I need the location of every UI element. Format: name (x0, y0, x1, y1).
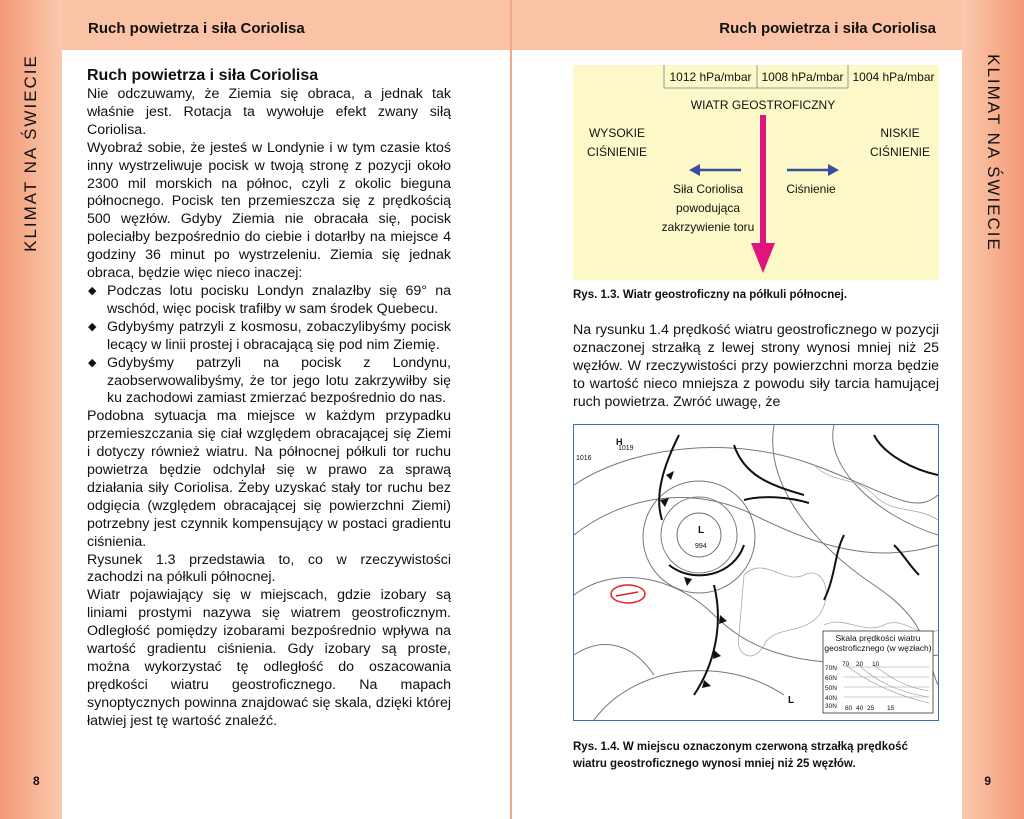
pressure-value: 1016 (576, 455, 592, 462)
isobar-label: 1008 hPa/mbar (761, 70, 844, 84)
front-line (744, 497, 809, 503)
isobar-line (594, 671, 784, 720)
left-running-header: Ruch powietrza i siła Coriolisa (88, 20, 305, 37)
scale-latitude: 50N (825, 685, 837, 692)
isobar-label: 1012 hPa/mbar (669, 70, 752, 84)
pressure-value: 994 (695, 543, 707, 550)
low-pressure-symbol: L (788, 695, 795, 706)
list-item: ◆ Gdybyśmy patrzyli na pocisk z Londynu, zaobserwowalibyśmy, że tor jego lotu zakrzywiłby się ku zachodowi zamiast zmierzać bezpośrednio do nas. (88, 354, 451, 407)
diamond-bullet-icon: ◆ (88, 284, 97, 297)
synoptic-map (573, 424, 939, 721)
list-item: ◆ Podczas lotu pocisku Londyn znalazłby się 69° na wschód, więc pocisk trafiłby w sam środek Quebecu. (88, 282, 451, 317)
right-running-header: Ruch powietrza i siła Coriolisa (719, 20, 936, 37)
scale-bottom-value: 40 (856, 705, 864, 712)
coriolis-arrow-icon (689, 164, 700, 176)
isobar-label: 1004 hPa/mbar (852, 70, 935, 84)
paragraph-4: Rysunek 1.3 przedstawia to, co w rzeczywistości zachodzi na półkuli północnej. (87, 551, 451, 586)
high-pressure-label: WYSOKIE CIŚNIENIE (586, 126, 647, 159)
paragraph-1: Nie odczuwamy, że Ziemia się obraca, a jednak tak właśnie jest. Rotacja ta wywołuje efekt zwany siłą Coriolisa. (87, 86, 451, 138)
red-arrow-icon (616, 592, 638, 596)
right-vertical-title: KLIMAT NA ŚWIECIE (984, 54, 1003, 252)
diamond-bullet-icon: ◆ (88, 356, 97, 369)
pressure-arrow-icon (828, 164, 839, 176)
scale-latitude: 40N (825, 695, 837, 702)
high-pressure-symbol: H (616, 437, 623, 447)
coastline (814, 465, 938, 520)
front-triangle-icon (719, 615, 727, 624)
front-triangle-icon (702, 680, 711, 688)
scale-bottom-value: 15 (887, 705, 895, 712)
paragraph-3: Podobna sytuacja ma miejsce w każdym przypadku przemieszczania się ciał względem obracającej się Ziemi i dotyczy również wiatru. Na północnej półkuli tor ruchu powietrza będzie odchylał się w prawo za sprawą działania siły Coriolisa. Żeby uzyskać stały tor ruchu bez odgięcia (względem obracającej się powierzchni Ziemi) potrzebny jest czynnik kompensujący w postaci gradientu ciśnienia. (87, 408, 451, 550)
pressure-value: 1019 (618, 445, 634, 452)
bullet-list (87, 283, 451, 408)
paragraph-2: Wyobraź sobie, że jesteś w Londynie i w tym czasie ktoś inny wystrzeliwuje pocisk w twoją stronę z pozycji około 2300 mil morskich na północ, czyli z okolic bieguna północnego. Pocisk ten przemieszcza się z prędkością 500 węzłów. Gdyby Ziemia nie obracała się, pocisk poleciałby bezpośrednio do ciebie i dotarłby na miejsce 4 godziny 36 minut po wystrzeleniu. Ziemia się jednak obraca, będzie więc nieco inaczej: (87, 139, 451, 282)
coriolis-force-label: Siła Coriolisa powodująca zakrzywienie toru (661, 182, 755, 234)
front-triangle-icon (713, 650, 721, 659)
isobar-line (574, 645, 654, 675)
scale-top-value: 20 (856, 661, 864, 668)
left-page-number: 8 (33, 774, 40, 788)
pressure-force-label: Ciśnienie (786, 182, 836, 196)
page-gutter (510, 0, 512, 819)
list-item: ◆ Gdybyśmy patrzyli z kosmosu, zobaczylibyśmy pocisk lecący w linii prostej i obracającą się pod nim Ziemię. (88, 318, 451, 353)
left-vertical-title: KLIMAT NA ŚWIECIE (21, 54, 40, 252)
paragraph-5: Wiatr pojawiający się w miejscach, gdzie izobary są liniami prostymi nazywa się wiatrem geostroficznym. Odległość pomiędzy izobarami bezpośrednio wpływa na wartość gradientu ciśnienia. Gdy izobary są proste, można wykorzystać tę odległość do oszacowania prędkości wiatru geostroficznego. Na mapach synoptycznych powinna znajdować się skala, dzięki której łatwiej jest tę wartość znaleźć. (87, 587, 451, 729)
scale-latitude: 70N (825, 665, 837, 672)
right-page-number: 9 (984, 774, 991, 788)
front-triangle-icon (660, 498, 669, 507)
scale-latitude: 30N (825, 703, 837, 710)
figure-1-3-caption: Rys. 1.3. Wiatr geostroficzny na półkuli północnej. (573, 289, 848, 301)
diamond-bullet-icon: ◆ (88, 320, 97, 333)
wind-arrow-icon (751, 243, 775, 273)
left-column-text (87, 66, 451, 731)
low-pressure-label: NISKIE CIŚNIENIE (869, 126, 930, 159)
scale-latitude: 60N (825, 675, 837, 682)
scale-top-value: 70 (842, 661, 850, 668)
scale-bottom-value: 25 (867, 705, 875, 712)
right-paragraph: Na rysunku 1.4 prędkość wiatru geostroficznego w pozycji oznaczonej strzałką z lewej strony wynosi mniej niż 25 węzłów. W rzeczywistości przy powierzchni morza będzie to wartość nieco mniejsza z powodu siły tarcia hamującej ruch powietrza. Zwróć uwagę, że (573, 322, 939, 410)
front-triangle-icon (666, 471, 674, 480)
geostrophic-wind-label: WIATR GEOSTROFICZNY (690, 98, 836, 112)
front-line (894, 545, 919, 575)
figure-1-4-caption: Rys. 1.4. W miejscu oznaczonym czerwoną strzałką prędkość wiatru geostroficznego wynosi mniej niż 25 węzłów. (573, 741, 908, 770)
front-triangle-icon (684, 577, 692, 586)
wind-scale-title: Skala prędkości wiatru geostroficznego (w węzłach) (824, 633, 932, 653)
isobar-line (833, 425, 938, 535)
scale-top-value: 10 (872, 661, 880, 668)
figure-geostrophic-wind (573, 65, 939, 280)
front-line (874, 435, 938, 475)
isobar-line (574, 498, 938, 553)
low-pressure-symbol: L (698, 525, 705, 536)
section-heading: Ruch powietrza i siła Coriolisa (87, 67, 319, 84)
map-drawing (574, 425, 938, 720)
scale-bottom-value: 80 (845, 705, 853, 712)
front-line (694, 585, 718, 695)
